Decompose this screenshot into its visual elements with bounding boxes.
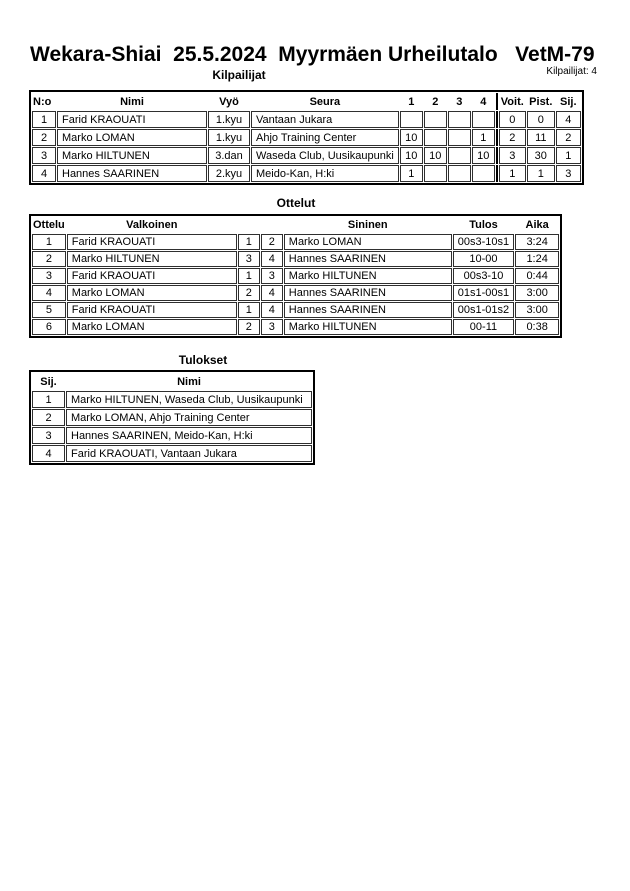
cell-competitor-and-club: Marko LOMAN, Ahjo Training Center (66, 409, 312, 426)
tulokset-section-title: Tulokset (178, 353, 228, 367)
col-header-valkoinen: Valkoinen (126, 219, 178, 231)
cell-match3-score (448, 129, 471, 146)
cell-white-player: Marko HILTUNEN (67, 251, 237, 267)
match-row (32, 234, 559, 250)
competitor-row (32, 165, 581, 182)
match-row (32, 251, 559, 267)
cell-match-number: 5 (32, 302, 66, 318)
competitors-count-label: Kilpailijat: 4 (546, 66, 597, 77)
cell-club: Ahjo Training Center (251, 129, 399, 146)
cell-competitor-and-club: Marko HILTUNEN, Waseda Club, Uusikaupunki (66, 391, 312, 408)
cell-match1-score (400, 111, 423, 128)
cell-blue-player-number: 4 (261, 285, 283, 301)
cell-result: 01s1-00s1 (453, 285, 514, 301)
cell-white-player: Marko LOMAN (67, 285, 237, 301)
cell-match-number: 6 (32, 319, 66, 335)
cell-time: 0:44 (515, 268, 559, 284)
cell-match2-score (424, 111, 447, 128)
ottelut-section-title: Ottelut (276, 196, 316, 210)
result-row (32, 391, 312, 408)
cell-club: Waseda Club, Uusikaupunki (251, 147, 399, 164)
cell-competitor-name: Marko HILTUNEN (57, 147, 207, 164)
cell-competitor-name: Hannes SAARINEN (57, 165, 207, 182)
result-row (32, 427, 312, 444)
cell-match3-score (448, 147, 471, 164)
cell-match-number: 2 (32, 251, 66, 267)
cell-match4-score (472, 111, 495, 128)
cell-match3-score (448, 165, 471, 182)
result-row (32, 445, 312, 462)
tulokset-header-row (32, 373, 312, 390)
cell-placement: 2 (556, 129, 581, 146)
kilpailijat-header-row (32, 93, 581, 110)
cell-blue-player: Hannes SAARINEN (284, 302, 452, 318)
col-header-name: Nimi (177, 375, 201, 388)
col-header-match3: 3 (456, 95, 463, 108)
cell-belt-grade: 2.kyu (208, 165, 250, 182)
cell-placement: 4 (556, 111, 581, 128)
cell-points: 1 (527, 165, 555, 182)
col-header-pist: Pist. (529, 95, 553, 108)
match-row (32, 285, 559, 301)
cell-blue-player: Marko HILTUNEN (284, 268, 452, 284)
cell-match3-score (448, 111, 471, 128)
competitor-row (32, 129, 581, 146)
cell-blue-player-number: 4 (261, 302, 283, 318)
cell-result: 00s3-10 (453, 268, 514, 284)
cell-belt-grade: 1.kyu (208, 129, 250, 146)
cell-white-player-number: 1 (238, 268, 260, 284)
col-header-no: N:o (33, 95, 52, 108)
cell-belt-grade: 3.dan (208, 147, 250, 164)
competitor-row (32, 111, 581, 128)
cell-final-placement: 2 (32, 409, 65, 426)
cell-final-placement: 3 (32, 427, 65, 444)
cell-competitor-number: 1 (32, 111, 56, 128)
match-row (32, 302, 559, 318)
cell-final-placement: 1 (32, 391, 65, 408)
cell-white-player-number: 1 (238, 302, 260, 318)
col-header-white-number (238, 217, 260, 233)
match-row (32, 319, 559, 335)
cell-final-placement: 4 (32, 445, 65, 462)
cell-white-player-number: 1 (238, 234, 260, 250)
cell-time: 3:24 (515, 234, 559, 250)
cell-match4-score: 10 (472, 147, 495, 164)
cell-competitor-and-club: Hannes SAARINEN, Meido-Kan, H:ki (66, 427, 312, 444)
col-header-aika: Aika (525, 219, 549, 231)
cell-wins: 0 (499, 111, 526, 128)
cell-time: 0:38 (515, 319, 559, 335)
col-header-placement: Sij. (40, 375, 57, 388)
col-header-seura: Seura (309, 95, 341, 108)
page-title: Wekara-Shiai 25.5.2024 Myyrmäen Urheilutalo VetM-79 (30, 43, 595, 66)
cell-points: 0 (527, 111, 555, 128)
cell-competitor-number: 3 (32, 147, 56, 164)
vertical-divider (496, 93, 498, 110)
cell-competitor-name: Farid KRAOUATI (57, 111, 207, 128)
cell-match1-score: 10 (400, 147, 423, 164)
cell-competitor-number: 4 (32, 165, 56, 182)
cell-points: 30 (527, 147, 555, 164)
cell-white-player-number: 2 (238, 285, 260, 301)
cell-belt-grade: 1.kyu (208, 111, 250, 128)
cell-match2-score: 10 (424, 147, 447, 164)
col-header-sininen: Sininen (347, 219, 388, 231)
kilpailijat-table (29, 90, 584, 185)
col-header-match1: 1 (408, 95, 415, 108)
cell-blue-player-number: 2 (261, 234, 283, 250)
col-header-voit: Voit. (500, 95, 524, 108)
col-header-vyo: Vyö (219, 95, 239, 108)
ottelut-header-row (32, 217, 559, 233)
cell-white-player-number: 3 (238, 251, 260, 267)
cell-white-player-number: 2 (238, 319, 260, 335)
cell-match2-score (424, 165, 447, 182)
cell-time: 1:24 (515, 251, 559, 267)
vertical-divider (496, 111, 498, 128)
cell-match1-score: 1 (400, 165, 423, 182)
cell-placement: 1 (556, 147, 581, 164)
cell-blue-player-number: 4 (261, 251, 283, 267)
cell-match2-score (424, 129, 447, 146)
cell-match-number: 1 (32, 234, 66, 250)
cell-time: 3:00 (515, 285, 559, 301)
vertical-divider (496, 147, 498, 164)
cell-result: 00-11 (453, 319, 514, 335)
vertical-divider (496, 165, 498, 182)
col-header-nimi: Nimi (120, 95, 144, 108)
result-row (32, 409, 312, 426)
cell-time: 3:00 (515, 302, 559, 318)
cell-blue-player: Hannes SAARINEN (284, 251, 452, 267)
cell-match4-score: 1 (472, 129, 495, 146)
cell-white-player: Marko LOMAN (67, 319, 237, 335)
cell-wins: 3 (499, 147, 526, 164)
cell-match4-score (472, 165, 495, 182)
col-header-match2: 2 (432, 95, 439, 108)
cell-result: 10-00 (453, 251, 514, 267)
cell-wins: 2 (499, 129, 526, 146)
cell-match-number: 4 (32, 285, 66, 301)
cell-club: Meido-Kan, H:ki (251, 165, 399, 182)
col-header-ottelu: Ottelu (33, 219, 65, 231)
col-header-sij: Sij. (560, 95, 577, 108)
col-header-tulos: Tulos (469, 219, 498, 231)
competitor-row (32, 147, 581, 164)
cell-white-player: Farid KRAOUATI (67, 268, 237, 284)
cell-points: 11 (527, 129, 555, 146)
cell-result: 00s1-01s2 (453, 302, 514, 318)
cell-blue-player: Hannes SAARINEN (284, 285, 452, 301)
col-header-blue-number (261, 217, 283, 233)
cell-match1-score: 10 (400, 129, 423, 146)
cell-competitor-and-club: Farid KRAOUATI, Vantaan Jukara (66, 445, 312, 462)
cell-blue-player-number: 3 (261, 319, 283, 335)
cell-match-number: 3 (32, 268, 66, 284)
cell-result: 00s3-10s1 (453, 234, 514, 250)
cell-placement: 3 (556, 165, 581, 182)
col-header-match4: 4 (480, 95, 487, 108)
cell-wins: 1 (499, 165, 526, 182)
match-row (32, 268, 559, 284)
cell-competitor-number: 2 (32, 129, 56, 146)
cell-blue-player: Marko LOMAN (284, 234, 452, 250)
vertical-divider (496, 129, 498, 146)
tulokset-table (29, 370, 315, 465)
cell-club: Vantaan Jukara (251, 111, 399, 128)
cell-blue-player: Marko HILTUNEN (284, 319, 452, 335)
cell-blue-player-number: 3 (261, 268, 283, 284)
kilpailijat-section-title: Kilpailijat (212, 68, 266, 82)
cell-competitor-name: Marko LOMAN (57, 129, 207, 146)
ottelut-table (29, 214, 562, 338)
cell-white-player: Farid KRAOUATI (67, 302, 237, 318)
cell-white-player: Farid KRAOUATI (67, 234, 237, 250)
